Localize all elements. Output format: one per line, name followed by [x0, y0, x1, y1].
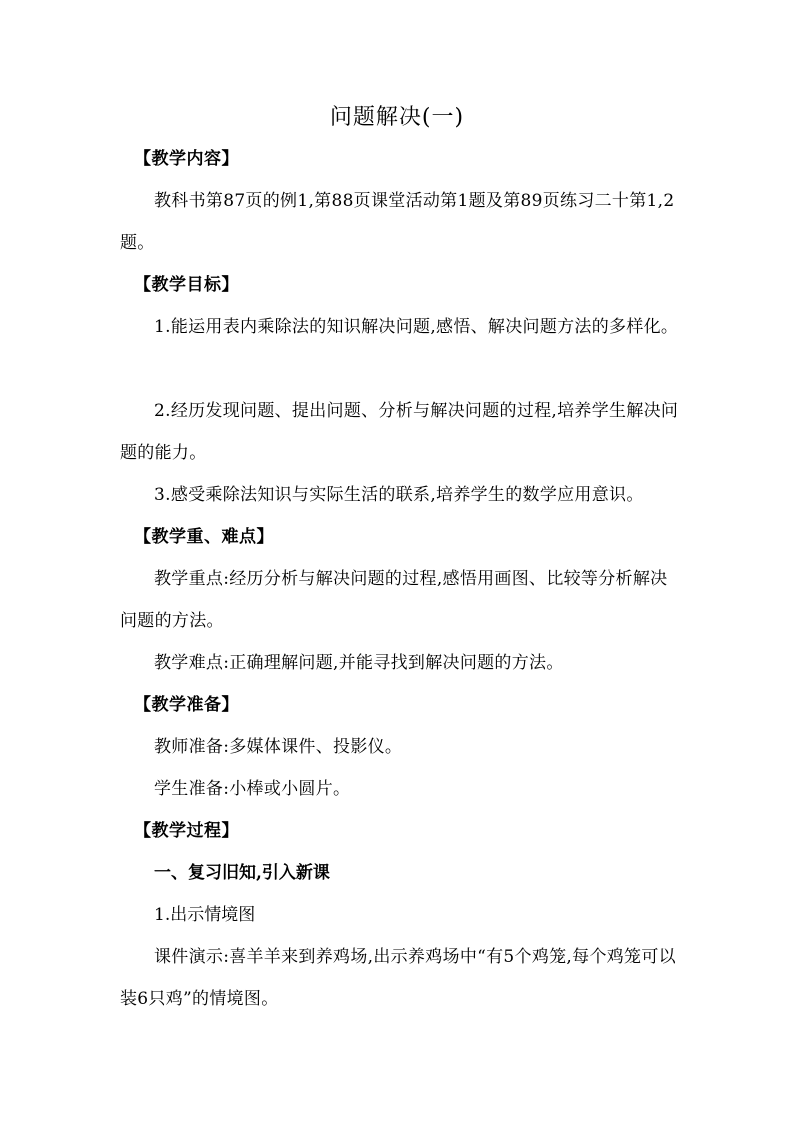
teacher-prep-paragraph: 教师准备:多媒体课件、投影仪。 [154, 737, 403, 757]
process-sub-1-heading: 1.出示情境图 [154, 905, 256, 925]
process-sub-1-paragraph: 课件演示:喜羊羊来到养鸡场,出示养鸡场中“有5个鸡笼,每个鸡笼可以装6只鸡”的情境图。 [120, 947, 676, 1009]
section-heading-process: 【教学过程】 [134, 821, 239, 841]
difficult-point-paragraph: 教学难点:正确理解问题,并能寻找到解决问题的方法。 [154, 653, 564, 673]
document-title: 问题解决(一) [329, 105, 465, 130]
section-heading-goals: 【教学目标】 [134, 275, 239, 295]
content-paragraph: 教科书第87页的例1,第88页课堂活动第1题及第89页练习二十第1,2题。 [120, 191, 675, 253]
goal-1-paragraph: 1.能运用表内乘除法的知识解决问题,感悟、解决问题方法的多样化。 [154, 317, 679, 337]
goal-2-paragraph: 2.经历发现问题、提出问题、分析与解决问题的过程,培养学生解决问题的能力。 [120, 401, 679, 463]
process-step-1-heading: 一、复习旧知,引入新课 [154, 863, 330, 883]
key-point-paragraph: 教学重点:经历分析与解决问题的过程,感悟用画图、比较等分析解决问题的方法。 [120, 569, 668, 631]
student-prep-paragraph: 学生准备:小棒或小圆片。 [154, 779, 351, 799]
section-heading-content: 【教学内容】 [134, 149, 239, 169]
section-heading-key-points: 【教学重、难点】 [134, 527, 274, 547]
goal-3-paragraph: 3.感受乘除法知识与实际生活的联系,培养学生的数学应用意识。 [154, 485, 644, 505]
section-heading-preparation: 【教学准备】 [134, 695, 239, 715]
